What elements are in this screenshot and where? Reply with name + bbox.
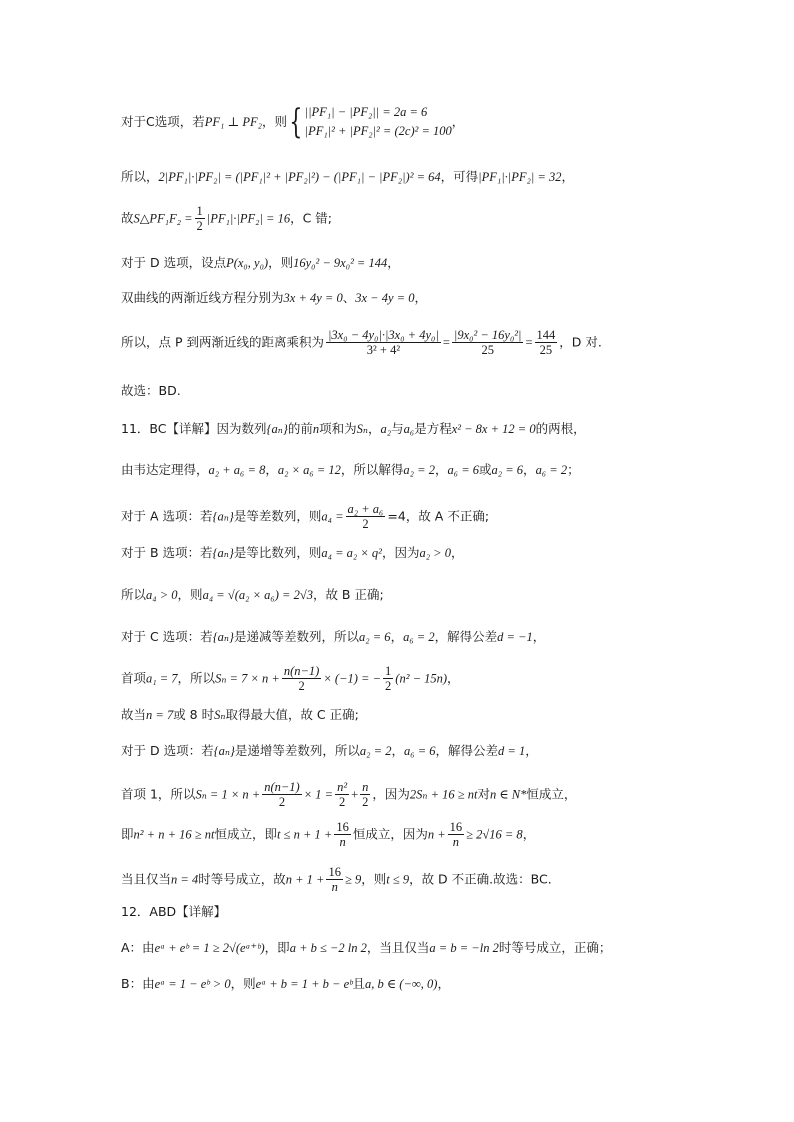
- text: ，: [434, 462, 448, 477]
- frac-num: a₂ + a₆: [347, 502, 384, 516]
- text: ，: [523, 462, 536, 477]
- text: 对于 D 选项，设点: [121, 255, 227, 270]
- text: ，解得公差: [435, 743, 499, 758]
- line-c-option-2: [121, 631, 545, 644]
- frac-num: 144: [536, 328, 556, 342]
- frac-den: 25: [481, 343, 494, 358]
- line-q12: [121, 906, 226, 919]
- math: a + b ≤ −2 ln 2: [289, 941, 367, 955]
- math: t ≤ n + 1 +: [276, 827, 333, 842]
- text: ，当且仅当: [366, 940, 430, 955]
- text: ，: [414, 290, 427, 305]
- math: a₆ = 6: [447, 463, 479, 477]
- frac-num: 1: [196, 204, 203, 218]
- frac-den: 2: [196, 219, 203, 234]
- comma: ，: [451, 113, 465, 129]
- math: ≥ 2√16 = 8: [466, 827, 523, 842]
- line-21: [121, 942, 611, 955]
- text: 首项: [121, 670, 147, 686]
- math: ≥ 9: [344, 872, 362, 887]
- frac-den: 2: [362, 517, 369, 532]
- frac-den: 2: [298, 679, 305, 694]
- text: ，: [447, 670, 460, 686]
- text: ，C 错;: [290, 210, 333, 226]
- equals: =: [442, 335, 450, 350]
- math: n +: [427, 827, 446, 842]
- system-eq-2: |PF₁|² + |PF₂|² = (2c)² = 100: [304, 124, 452, 139]
- fraction-half-2: [383, 664, 393, 694]
- frac-den: 3² + 4²: [366, 343, 401, 358]
- left-brace: {: [289, 102, 303, 143]
- text: 是递减等差数列，所以: [234, 629, 360, 644]
- text: ，则: [261, 113, 287, 129]
- text: 是方程: [414, 421, 452, 436]
- text: ，则: [361, 871, 387, 887]
- frac-den: 2: [278, 795, 286, 810]
- frac-num: 16: [336, 820, 349, 834]
- text: 当且仅当: [121, 871, 172, 887]
- text: 或 8 时: [173, 707, 215, 722]
- text: ；: [567, 462, 580, 477]
- math: a₄ = √(a₂ × a₆) = 2√3: [202, 588, 313, 602]
- math: a₆ = 6: [403, 744, 436, 758]
- math: |PF₁|·|PF₂| = 32: [478, 170, 562, 184]
- text: 或: [479, 462, 492, 477]
- math: n ∈ N*: [490, 787, 527, 802]
- text: 、: [342, 290, 356, 305]
- math: d = −1: [497, 630, 533, 644]
- text: 对于 B 选项：若: [121, 545, 213, 560]
- frac-den: 2: [338, 795, 346, 810]
- math: eᵃ = 1 − eᵇ > 0: [154, 977, 231, 991]
- frac-num: |9x₀² − 16y₀²|: [453, 328, 522, 342]
- line-3-area: [121, 204, 332, 234]
- text: 时等号成立，正确；: [498, 940, 612, 955]
- text: ，故 B 正确;: [312, 587, 384, 602]
- fraction-n: [360, 780, 370, 810]
- text: 恒成立，因为: [352, 826, 428, 842]
- math: {aₙ}: [266, 422, 288, 436]
- math: a₂ = 6: [359, 630, 391, 644]
- math: a₄ =: [321, 509, 344, 524]
- line-2: [121, 171, 574, 184]
- text: 故选：BD.: [121, 383, 181, 398]
- text: ，则: [230, 976, 256, 991]
- text: ，: [390, 629, 404, 644]
- math: (n² − 15n): [395, 671, 448, 686]
- line-19: [121, 865, 552, 895]
- text: ，: [525, 743, 538, 758]
- line-6-distance: [121, 328, 602, 358]
- math: a₂ > 0: [419, 546, 451, 560]
- text: 即: [121, 826, 134, 842]
- math: n² + n + 16 ≥ nt: [133, 827, 215, 842]
- math: a₂ = 2: [403, 463, 435, 477]
- text: 且: [352, 976, 366, 991]
- line-22: [121, 978, 450, 991]
- line-q11: [121, 423, 586, 436]
- text: ，: [450, 545, 464, 560]
- math: eᵃ + eᵇ = 1 ≥ 2√(eᵃ⁺ᵇ): [154, 941, 265, 955]
- fraction-a4: [346, 502, 386, 532]
- math: × 1 =: [303, 787, 334, 802]
- math: {aₙ}: [212, 509, 234, 524]
- math: a₁ = 7: [146, 671, 178, 686]
- text: ，因为: [381, 545, 420, 560]
- fraction-sn: [282, 664, 322, 694]
- text: 项和为: [319, 421, 357, 436]
- line-4: [121, 257, 400, 270]
- text: 双曲线的两渐近线方程分别为: [121, 290, 284, 305]
- fraction-distance-3: [535, 328, 558, 358]
- line-sn-c: [121, 664, 460, 694]
- text: ，: [265, 462, 278, 477]
- math: 16y₀² − 9x₀² = 144: [293, 256, 388, 270]
- text: 时等号成立，故: [198, 871, 286, 887]
- text: 是递增等差数列，所以: [234, 743, 360, 758]
- math: 2Sₙ + 16 ≥ nt: [409, 787, 478, 802]
- text: 恒成立，即: [214, 826, 277, 842]
- text: 对于 C 选项：若: [121, 629, 213, 644]
- math: 2|PF₁|·|PF₂| = (|PF₁|² + |PF₂|²) − (|PF₁| − |PF₂|)² = 64: [158, 170, 441, 184]
- text: 所以，点 P 到两渐近线的距离乘积为: [121, 334, 324, 350]
- text: ，因为: [372, 786, 410, 802]
- line-sn-d: [121, 780, 576, 810]
- fraction-half: [195, 204, 205, 234]
- frac-num: n²: [337, 780, 348, 794]
- text: ，即: [264, 940, 290, 955]
- line-9: [121, 464, 580, 477]
- math: t ≤ 9: [386, 872, 410, 887]
- text: ，: [437, 976, 450, 991]
- math: a = b = −ln 2: [429, 941, 499, 955]
- text: 12．ABD【详解】: [121, 904, 227, 919]
- line-b-option: [121, 547, 464, 560]
- math: |PF₁|·|PF₂| = 16: [206, 211, 291, 226]
- frac-num: |3x₀ − 4y₀|·|3x₀ + 4y₀|: [328, 328, 439, 342]
- frac-den: 2: [385, 679, 392, 694]
- text: 故: [121, 210, 134, 226]
- line-15: [121, 709, 359, 722]
- math: {aₙ}: [212, 630, 235, 644]
- text: ，: [367, 421, 381, 436]
- fraction-distance-2: [452, 328, 524, 358]
- fraction-16-n-2: [448, 820, 465, 850]
- line-7: [121, 385, 181, 398]
- fraction-16-n: [334, 820, 351, 850]
- text: 是等差数列，则: [233, 508, 322, 524]
- text: ，故 D 不正确.故选：BC.: [409, 871, 552, 887]
- text: 对于 D 选项：若: [121, 743, 214, 758]
- text: =4，故 A 不正确;: [387, 508, 490, 524]
- text: ，可得: [440, 169, 479, 184]
- text: 首项 1，所以: [121, 786, 196, 802]
- text: ，: [561, 169, 574, 184]
- frac-den: n: [339, 835, 346, 850]
- math: n = 4: [171, 872, 199, 887]
- equals: =: [525, 335, 533, 350]
- math: {aₙ}: [212, 546, 234, 560]
- text: 是等比数列，则: [233, 545, 322, 560]
- text: ，: [532, 629, 546, 644]
- plus: +: [351, 787, 359, 802]
- fraction-sn-2: [262, 780, 302, 810]
- math: a₂ = 6: [491, 463, 524, 477]
- fraction-distance: [326, 328, 441, 358]
- text: 的前: [287, 421, 313, 436]
- math: 3x − 4y = 0: [355, 291, 415, 305]
- text: 与: [391, 421, 404, 436]
- frac-num: 1: [385, 664, 392, 678]
- text: 由韦达定理得，: [121, 462, 209, 477]
- line-12: [121, 589, 384, 602]
- text: 11．BC【详解】因为数列: [121, 421, 267, 436]
- line-5: [121, 292, 427, 305]
- math: PF₁ ⊥ PF₂: [204, 114, 262, 129]
- frac-num: 16: [449, 820, 463, 834]
- text: 恒成立，: [526, 786, 577, 802]
- frac-num: n(n−1): [264, 780, 300, 794]
- frac-num: 16: [328, 865, 341, 879]
- math: a₆: [403, 422, 415, 436]
- math: Sₙ = 7 × n +: [215, 671, 280, 686]
- text: 取得最大值，故 C 正确;: [225, 707, 359, 722]
- text: 对于C选项，若: [121, 113, 205, 129]
- line-a-option: [121, 502, 489, 532]
- text: ，则: [177, 587, 203, 602]
- frac-den: n: [331, 880, 338, 895]
- text: 故当: [121, 707, 147, 722]
- math: Sₙ = 1 × n +: [195, 787, 261, 802]
- math: a₂ × a₆ = 12: [277, 463, 341, 477]
- text: 所以: [121, 587, 147, 602]
- math: x² − 8x + 12 = 0: [451, 422, 536, 436]
- math: Sₙ: [356, 422, 368, 436]
- math: d = 1: [498, 744, 526, 758]
- math: n + 1 +: [285, 872, 325, 887]
- text: 对于 A 选项：若: [121, 508, 213, 524]
- text: 所以，: [121, 169, 159, 184]
- math: × (−1) = −: [323, 671, 382, 686]
- math: a₄ > 0: [146, 588, 178, 602]
- line-18: [121, 820, 535, 850]
- line-d-option: [121, 745, 538, 758]
- text: ，: [522, 826, 536, 842]
- math: a₆ = 2: [535, 463, 568, 477]
- text: ，所以解得: [340, 462, 404, 477]
- math: a₄ = a₂ × q²: [321, 546, 382, 560]
- frac-den: 2: [362, 795, 369, 810]
- text: ，则: [268, 255, 294, 270]
- math: a₂: [380, 422, 392, 436]
- math: {aₙ}: [213, 744, 235, 758]
- text: ，所以: [177, 670, 216, 686]
- math: 3x + 4y = 0: [283, 291, 343, 305]
- math: n: [312, 422, 320, 436]
- math: a, b ∈ (−∞, 0): [365, 977, 438, 991]
- math: P(x₀, y₀): [226, 256, 269, 270]
- text: B：由: [121, 976, 155, 991]
- frac-num: n(n−1): [283, 664, 320, 678]
- math: a₂ = 2: [359, 744, 392, 758]
- math: a₂ + a₆ = 8: [208, 463, 266, 477]
- frac-num: n: [362, 780, 369, 794]
- math: S△PF₁F₂ =: [133, 211, 193, 226]
- fraction-16-n-3: [326, 865, 343, 895]
- text: 对: [477, 786, 491, 802]
- text: ，: [391, 743, 404, 758]
- text: ，: [387, 255, 400, 270]
- system-eq-1: ||PF₁| − |PF₂|| = 2a = 6: [304, 105, 428, 119]
- text: ，D 对.: [559, 334, 602, 350]
- fraction-n2: [335, 780, 349, 810]
- equation-system: [305, 103, 452, 142]
- math: n = 7: [146, 708, 174, 722]
- text: 的两根，: [535, 421, 586, 436]
- frac-den: n: [452, 835, 460, 850]
- line-c-option: [121, 103, 464, 142]
- math: a₆ = 2: [403, 630, 435, 644]
- frac-den: 25: [539, 343, 553, 358]
- math: eᵃ + b = 1 + b − eᵇ: [255, 977, 353, 991]
- math: Sₙ: [214, 708, 226, 722]
- text: A：由: [121, 940, 155, 955]
- text: ，解得公差: [434, 629, 498, 644]
